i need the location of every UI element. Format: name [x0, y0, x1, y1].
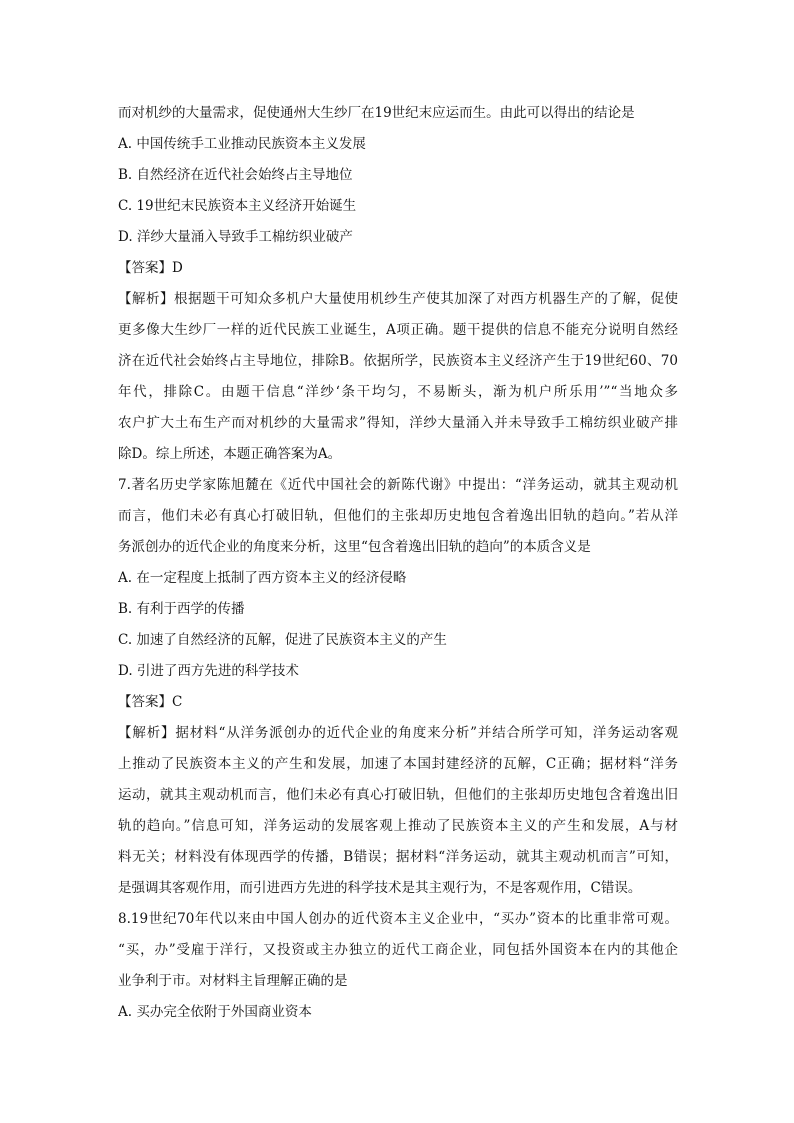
analysis-line: 轨的趋向。”信息可知，洋务运动的发展客观上推动了民族资本主义的产生和发展，A与材: [118, 818, 678, 834]
option-b: B. 自然经济在近代社会始终占主导地位: [118, 167, 353, 183]
option-a: A. 中国传统手工业推动民族资本主义发展: [118, 136, 366, 152]
question-7-stem: 而言，他们未必有真心打破旧轨，但他们的主张却历史地包含着逸出旧轨的趋向。”若从洋: [118, 508, 678, 524]
document-page: [118, 98, 678, 1028]
analysis-line: 除D。综上所述，本题正确答案为A。: [118, 446, 342, 462]
question-6-stem-end: 而对机纱的大量需求，促使通州大生纱厂在19世纪末应运而生。由此可以得出的结论是: [118, 105, 635, 121]
option-d: D. 洋纱大量涌入导致手工棉纺织业破产: [118, 229, 353, 245]
answer-line: 【答案】D: [118, 260, 183, 276]
analysis-line: 上推动了民族资本主义的产生和发展，加速了本国封建经济的瓦解，C正确；据材料“洋务: [118, 756, 678, 772]
analysis-line: 农户扩大土布生产而对机纱的大量需求”得知，洋纱大量涌入并未导致手工棉纺织业破产排: [118, 415, 678, 431]
option-b: B. 有利于西学的传播: [118, 601, 245, 617]
question-8-stem: 业争利于市。对材料主旨理解正确的是: [118, 973, 348, 989]
question-7-stem: 7.著名历史学家陈旭麓在《近代中国社会的新陈代谢》中提出：“洋务运动，就其主观动机: [118, 477, 678, 493]
answer-line: 【答案】C: [118, 694, 183, 710]
question-8-stem: 8.19世纪70年代以来由中国人创办的近代资本主义企业中，“买办”资本的比重非常可观。: [118, 911, 678, 927]
analysis-line: 【解析】据材料“从洋务派创办的近代企业的角度来分析”并结合所学可知，洋务运动客观: [118, 725, 678, 741]
analysis-line: 年代，排除C。由题干信息“洋纱‘条干均匀，不易断头，渐为机户所乐用’”“当地众多: [118, 384, 678, 400]
option-a: A. 买办完全依附于外国商业资本: [118, 1004, 312, 1020]
analysis-line: 运动，就其主观动机而言，他们未必有真心打破旧轨，但他们的主张却历史地包含着逸出旧: [118, 787, 678, 803]
analysis-line: 是强调其客观作用，而引进西方先进的科学技术是其主观行为，不是客观作用，C错误。: [118, 880, 642, 896]
analysis-line: 济在近代社会始终占主导地位，排除B。依据所学，民族资本主义经济产生于19世纪60、70: [118, 353, 678, 369]
analysis-line: 料无关；材料没有体现西学的传播，B错误；据材料“洋务运动，就其主观动机而言”可知，: [118, 849, 678, 865]
analysis-line: 更多像大生纱厂一样的近代民族工业诞生，A项正确。题干提供的信息不能充分说明自然经: [118, 322, 678, 338]
analysis-line: 【解析】根据题干可知众多机户大量使用机纱生产使其加深了对西方机器生产的了解，促使: [118, 291, 678, 307]
option-d: D. 引进了西方先进的科学技术: [118, 663, 299, 679]
option-c: C. 19世纪末民族资本主义经济开始诞生: [118, 198, 357, 214]
question-7-stem: 务派创办的近代企业的角度来分析，这里“包含着逸出旧轨的趋向”的本质含义是: [118, 539, 591, 555]
option-a: A. 在一定程度上抵制了西方资本主义的经济侵略: [118, 570, 407, 586]
option-c: C. 加速了自然经济的瓦解，促进了民族资本主义的产生: [118, 632, 447, 648]
question-8-stem: “买，办”受雇于洋行，又投资或主办独立的近代工商企业，同包括外国资本在内的其他企: [118, 942, 678, 958]
